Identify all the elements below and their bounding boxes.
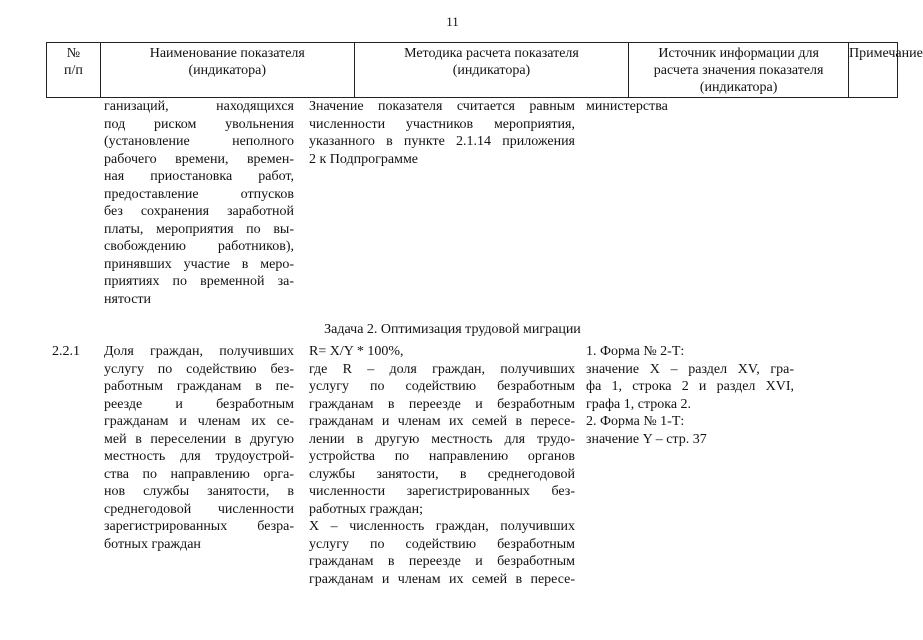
text-line: значение Y – стр. 37 bbox=[586, 431, 707, 447]
text-line: Значение показателя считается равным bbox=[309, 99, 575, 114]
text-line: гражданам и членам их се- bbox=[104, 414, 294, 429]
formula-line: R= X/Y * 100%, bbox=[309, 344, 404, 359]
text-line: лении в другую местность для трудо- bbox=[309, 431, 575, 447]
text-line: предоставление отпусков bbox=[104, 186, 294, 202]
text-line: указанного в пункте 2.1.14 приложения bbox=[309, 134, 575, 149]
header-calculation-method: Методика расчета показателя (индикатора) bbox=[355, 43, 630, 97]
text-line: нятости bbox=[104, 291, 152, 307]
text-line: министерства bbox=[586, 99, 668, 114]
text-line: услугу по содействию безработным bbox=[309, 379, 575, 394]
header-indicator-name: Наименование показателя (индикатора) bbox=[101, 43, 355, 97]
text-line: численности зарегистрированных без- bbox=[309, 484, 575, 499]
text-line: мей в переселении в другую bbox=[104, 431, 294, 447]
text-line: услугу по содействию без- bbox=[104, 361, 294, 377]
text-line: местность для трудоустрой- bbox=[104, 449, 294, 464]
header-note: Примечание bbox=[849, 43, 898, 97]
text-line: 2 к Подпрограмме bbox=[309, 151, 419, 167]
page-number: 11 bbox=[446, 14, 459, 29]
row-information-source bbox=[586, 343, 794, 448]
text-line: Доля граждан, получивших bbox=[104, 344, 294, 359]
text-line: устройства по направлению органов bbox=[309, 449, 575, 464]
text-line: 1. Форма № 2-Т: bbox=[586, 344, 685, 359]
text-line: платы, мероприятия по вы- bbox=[104, 221, 294, 237]
text-line: графа 1, строка 2. bbox=[586, 396, 692, 412]
text-line: рабочего времени, времен- bbox=[104, 151, 294, 167]
text-line: зарегистрированных безра- bbox=[104, 519, 294, 534]
text-line: работных граждан; bbox=[309, 501, 424, 517]
text-line: ганизаций, находящихся bbox=[104, 99, 294, 114]
table-header bbox=[46, 42, 923, 98]
text-line: (установление неполного bbox=[104, 134, 294, 149]
text-line: гражданам в переезде и безработным bbox=[309, 396, 575, 412]
text-line: службы занятости, в среднегодовой bbox=[309, 466, 575, 482]
text-line: ная приостановка работ, bbox=[104, 169, 294, 184]
text-line: услугу по содействию безработным bbox=[309, 536, 575, 552]
text-line: фа 1, строка 2 и раздел XVI, bbox=[586, 379, 794, 394]
header-number: № п/п bbox=[47, 43, 101, 97]
text-line: 2. Форма № 1-Т: bbox=[586, 414, 685, 429]
text-line: гражданам и членам их семей в пересе- bbox=[309, 571, 575, 587]
text-line: где R – доля граждан, получивших bbox=[309, 361, 575, 377]
text-line: ботных граждан bbox=[104, 536, 201, 552]
text-line: под риском увольнения bbox=[104, 116, 294, 132]
row-number: 2.2.1 bbox=[52, 344, 80, 359]
header-information-source: Источник информации для расчета значения показателя (индикатора) bbox=[629, 43, 849, 97]
row-calculation-method bbox=[309, 343, 575, 588]
cont-indicator-name bbox=[104, 98, 294, 308]
text-line: реезде и безработным bbox=[104, 396, 294, 412]
cont-calculation-method bbox=[309, 98, 575, 168]
text-line: нов службы занятости, в bbox=[104, 484, 294, 499]
text-line: среднегодовой численности bbox=[104, 501, 294, 517]
text-line: свобождению работников), bbox=[104, 239, 294, 254]
row-indicator-name bbox=[104, 343, 294, 553]
text-line: гражданам и членам их семей в пересе- bbox=[309, 414, 575, 429]
text-line: приятиях по временной за- bbox=[104, 274, 294, 289]
text-line: значение X – раздел XV, гра- bbox=[586, 361, 794, 377]
text-line: X – численность граждан, получивших bbox=[309, 519, 575, 534]
cont-information-source bbox=[586, 98, 794, 116]
text-line: без сохранения заработной bbox=[104, 204, 294, 219]
text-line: гражданам в переезде и безработным bbox=[309, 554, 575, 569]
text-line: численности участников мероприятия, bbox=[309, 116, 575, 132]
text-line: ства по направлению орга- bbox=[104, 466, 294, 482]
text-line: работным гражданам в пе- bbox=[104, 379, 294, 394]
task-title: Задача 2. Оптимизация трудовой миграции bbox=[324, 322, 581, 337]
text-line: принявших участие в меро- bbox=[104, 256, 294, 272]
